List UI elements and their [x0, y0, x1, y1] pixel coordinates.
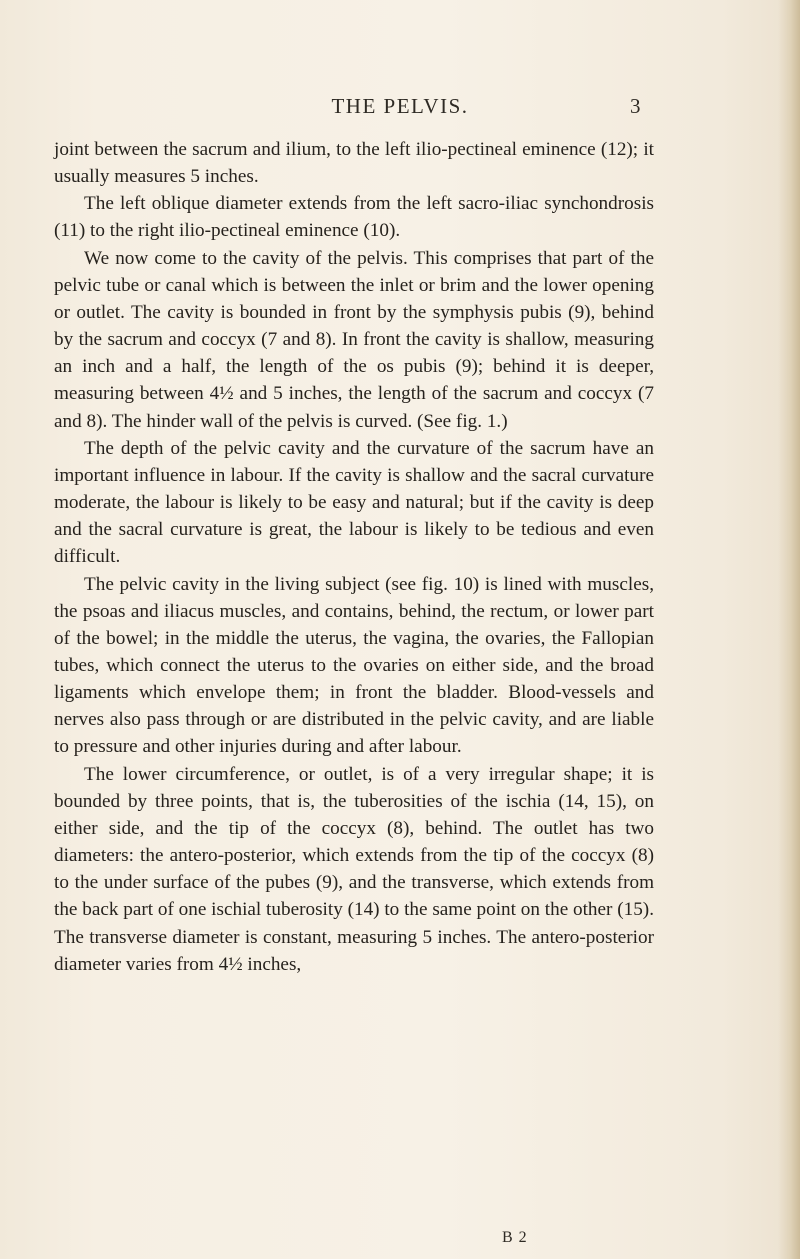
paragraph-1: joint between the sacrum and ilium, to the left ilio-pectineal eminence (12); it usually measures 5 inches.	[54, 139, 654, 188]
page-number: 3	[630, 94, 641, 118]
page-edge-shadow	[778, 0, 800, 1259]
running-title: THE PELVIS.	[331, 94, 469, 118]
paragraph-2: The left oblique diameter extends from the left sacro-iliac synchondrosis (11) to the right ilio-pectineal eminence (10).	[54, 193, 654, 242]
body-text	[54, 136, 654, 978]
paragraph-5: The pelvic cavity in the living subject (see fig. 10) is lined with muscles, the psoas and iliacus muscles, and contains, behind, the rectum, or lower part of the bowel; in the middle the uterus, the vagina, the ovaries, the Fallopian tubes, which connect the uterus to the ovaries on either side, and the broad ligaments which envelope them; in front the bladder. Blood-vessels and nerves also pass through or are distributed in the pelvic cavity, and are liable to pressure and other injuries during and after labour.	[54, 573, 654, 758]
running-head	[0, 94, 800, 124]
paragraph-3: We now come to the cavity of the pelvis. This comprises that part of the pelvic tube or canal which is between the inlet or brim and the lower opening or outlet. The cavity is bounded in front by the symphysis pubis (9), behind by the sacrum and coccyx (7 and 8). In front the cavity is shallow, measuring an inch and a half, the length of the os pubis (9); behind it is deeper, measuring between 4½ and 5 inches, the length of the sacrum and coccyx (7 and 8). The hinder wall of the pelvis is curved. (See fig. 1.)	[54, 247, 654, 432]
paragraph-6: The lower circumference, or outlet, is of a very irregular shape; it is bounded by three points, that is, the tuberosities of the ischia (14, 15), on either side, and the tip of the coccyx (8), behind. The outlet has two diameters: the antero-posterior, which extends from the tip of the coccyx (8) to the under surface of the pubes (9), and the transverse, which extends from the back part of one ischial tuberosity (14) to the same point on the other (15). The transverse diameter is constant, measuring 5 inches. The antero-posterior diameter varies from 4½ inches,	[54, 763, 654, 975]
signature-mark: B 2	[502, 1229, 528, 1246]
paragraph-4: The depth of the pelvic cavity and the curvature of the sacrum have an important influence in labour. If the cavity is shallow and the sacral curvature moderate, the labour is likely to be easy and natural; but if the cavity is deep and the sacral curvature is great, the labour is likely to be tedious and even difficult.	[54, 437, 654, 568]
